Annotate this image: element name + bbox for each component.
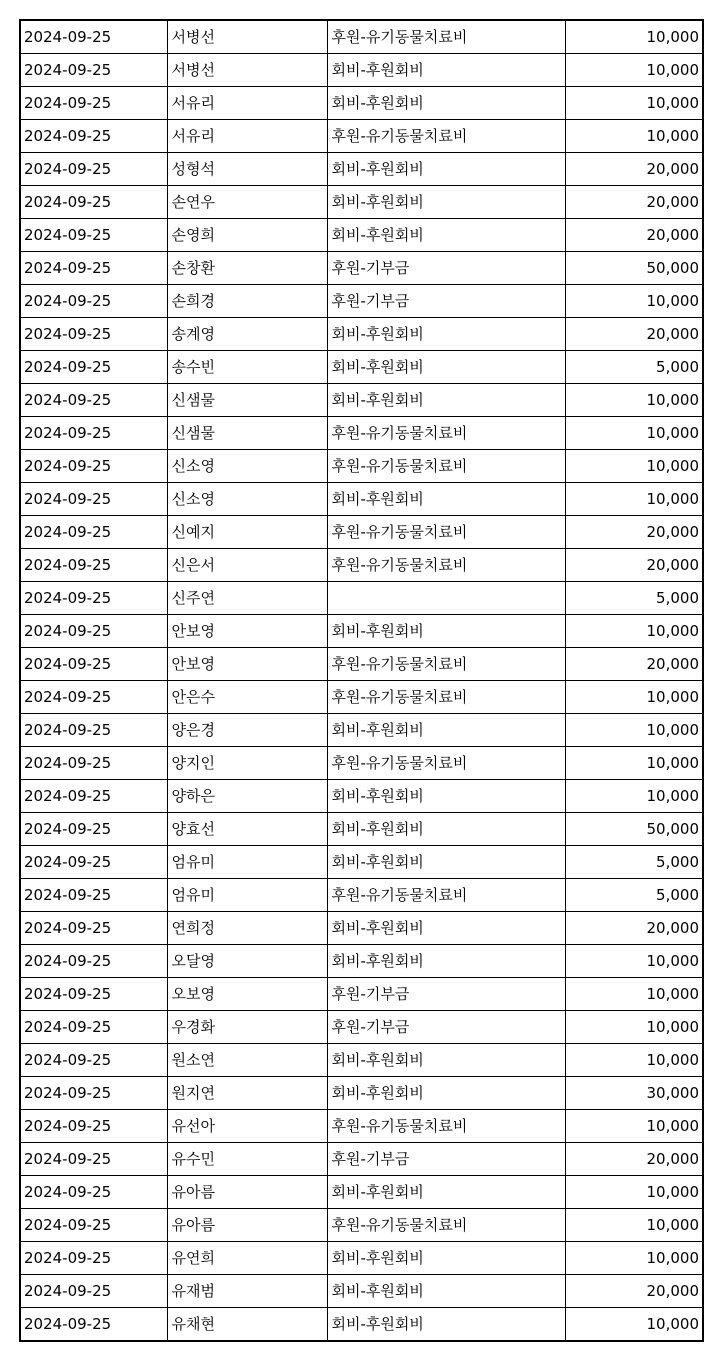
category-cell: 회비-후원회비 xyxy=(327,54,565,87)
date-cell: 2024-09-25 xyxy=(20,945,167,978)
donor-name-cell: 신주연 xyxy=(167,582,327,615)
table-row xyxy=(20,1176,703,1209)
date-cell: 2024-09-25 xyxy=(20,54,167,87)
table-row xyxy=(20,1143,703,1176)
amount-cell: 10,000 xyxy=(565,681,703,714)
category-cell: 후원-유기동물치료비 xyxy=(327,516,565,549)
donor-name-cell: 유선아 xyxy=(167,1110,327,1143)
table-row xyxy=(20,747,703,780)
table-row xyxy=(20,153,703,186)
category-cell: 후원-유기동물치료비 xyxy=(327,120,565,153)
date-cell: 2024-09-25 xyxy=(20,87,167,120)
category-cell: 회비-후원회비 xyxy=(327,153,565,186)
table-row xyxy=(20,813,703,846)
donor-name-cell: 안은수 xyxy=(167,681,327,714)
date-cell: 2024-09-25 xyxy=(20,483,167,516)
amount-cell: 10,000 xyxy=(565,1044,703,1077)
date-cell: 2024-09-25 xyxy=(20,582,167,615)
amount-cell: 50,000 xyxy=(565,813,703,846)
category-cell: 후원-유기동물치료비 xyxy=(327,648,565,681)
date-cell: 2024-09-25 xyxy=(20,1275,167,1308)
amount-cell: 5,000 xyxy=(565,582,703,615)
date-cell: 2024-09-25 xyxy=(20,747,167,780)
table-row xyxy=(20,516,703,549)
table-row xyxy=(20,285,703,318)
table-row xyxy=(20,20,703,54)
category-cell: 회비-후원회비 xyxy=(327,780,565,813)
table-row xyxy=(20,417,703,450)
table-row xyxy=(20,1308,703,1342)
category-cell: 후원-유기동물치료비 xyxy=(327,549,565,582)
donor-name-cell: 신샘물 xyxy=(167,417,327,450)
category-cell: 회비-후원회비 xyxy=(327,318,565,351)
category-cell: 회비-후원회비 xyxy=(327,87,565,120)
donor-name-cell: 오달영 xyxy=(167,945,327,978)
donor-name-cell: 손희경 xyxy=(167,285,327,318)
category-cell: 후원-유기동물치료비 xyxy=(327,417,565,450)
date-cell: 2024-09-25 xyxy=(20,120,167,153)
table-row xyxy=(20,450,703,483)
table-row xyxy=(20,978,703,1011)
donor-name-cell: 신샘물 xyxy=(167,384,327,417)
donor-name-cell: 안보영 xyxy=(167,615,327,648)
date-cell: 2024-09-25 xyxy=(20,1308,167,1342)
date-cell: 2024-09-25 xyxy=(20,879,167,912)
category-cell: 후원-유기동물치료비 xyxy=(327,20,565,54)
category-cell: 회비-후원회비 xyxy=(327,846,565,879)
date-cell: 2024-09-25 xyxy=(20,681,167,714)
donor-name-cell: 서유리 xyxy=(167,87,327,120)
table-row xyxy=(20,1044,703,1077)
category-cell: 후원-유기동물치료비 xyxy=(327,747,565,780)
category-cell: 후원-기부금 xyxy=(327,252,565,285)
category-cell: 회비-후원회비 xyxy=(327,714,565,747)
table-row xyxy=(20,318,703,351)
date-cell: 2024-09-25 xyxy=(20,780,167,813)
table-row xyxy=(20,252,703,285)
table-row xyxy=(20,945,703,978)
amount-cell: 10,000 xyxy=(565,1110,703,1143)
table-row xyxy=(20,219,703,252)
category-cell: 회비-후원회비 xyxy=(327,351,565,384)
table-row xyxy=(20,912,703,945)
table-row xyxy=(20,1209,703,1242)
category-cell: 회비-후원회비 xyxy=(327,483,565,516)
donor-name-cell: 유연희 xyxy=(167,1242,327,1275)
date-cell: 2024-09-25 xyxy=(20,252,167,285)
amount-cell: 10,000 xyxy=(565,1209,703,1242)
amount-cell: 10,000 xyxy=(565,1176,703,1209)
donor-name-cell: 오보영 xyxy=(167,978,327,1011)
amount-cell: 20,000 xyxy=(565,186,703,219)
category-cell: 후원-유기동물치료비 xyxy=(327,879,565,912)
category-cell: 회비-후원회비 xyxy=(327,186,565,219)
amount-cell: 20,000 xyxy=(565,153,703,186)
donor-name-cell: 유아름 xyxy=(167,1176,327,1209)
amount-cell: 20,000 xyxy=(565,318,703,351)
amount-cell: 10,000 xyxy=(565,120,703,153)
table-row xyxy=(20,1110,703,1143)
amount-cell: 20,000 xyxy=(565,549,703,582)
donor-name-cell: 우경화 xyxy=(167,1011,327,1044)
donor-name-cell: 양은경 xyxy=(167,714,327,747)
amount-cell: 10,000 xyxy=(565,1011,703,1044)
category-cell: 회비-후원회비 xyxy=(327,1176,565,1209)
amount-cell: 5,000 xyxy=(565,879,703,912)
amount-cell: 10,000 xyxy=(565,1242,703,1275)
amount-cell: 20,000 xyxy=(565,516,703,549)
donor-name-cell: 연희정 xyxy=(167,912,327,945)
date-cell: 2024-09-25 xyxy=(20,1110,167,1143)
amount-cell: 50,000 xyxy=(565,252,703,285)
amount-cell: 20,000 xyxy=(565,219,703,252)
donor-name-cell: 송계영 xyxy=(167,318,327,351)
date-cell: 2024-09-25 xyxy=(20,549,167,582)
amount-cell: 5,000 xyxy=(565,846,703,879)
date-cell: 2024-09-25 xyxy=(20,1209,167,1242)
amount-cell: 20,000 xyxy=(565,648,703,681)
amount-cell: 10,000 xyxy=(565,54,703,87)
table-row xyxy=(20,615,703,648)
category-cell: 후원-유기동물치료비 xyxy=(327,450,565,483)
category-cell: 후원-유기동물치료비 xyxy=(327,1110,565,1143)
date-cell: 2024-09-25 xyxy=(20,450,167,483)
amount-cell: 20,000 xyxy=(565,1143,703,1176)
category-cell: 회비-후원회비 xyxy=(327,219,565,252)
category-cell: 후원-기부금 xyxy=(327,978,565,1011)
donor-name-cell: 성형석 xyxy=(167,153,327,186)
category-cell: 회비-후원회비 xyxy=(327,384,565,417)
table-row xyxy=(20,1242,703,1275)
amount-cell: 10,000 xyxy=(565,780,703,813)
table-row xyxy=(20,483,703,516)
donor-name-cell: 유채현 xyxy=(167,1308,327,1342)
table-row xyxy=(20,1011,703,1044)
amount-cell: 10,000 xyxy=(565,945,703,978)
donor-name-cell: 엄유미 xyxy=(167,879,327,912)
date-cell: 2024-09-25 xyxy=(20,1176,167,1209)
amount-cell: 10,000 xyxy=(565,450,703,483)
date-cell: 2024-09-25 xyxy=(20,20,167,54)
date-cell: 2024-09-25 xyxy=(20,813,167,846)
table-row xyxy=(20,780,703,813)
amount-cell: 30,000 xyxy=(565,1077,703,1110)
donor-name-cell: 서병선 xyxy=(167,54,327,87)
date-cell: 2024-09-25 xyxy=(20,153,167,186)
donor-name-cell: 신예지 xyxy=(167,516,327,549)
date-cell: 2024-09-25 xyxy=(20,1011,167,1044)
category-cell: 회비-후원회비 xyxy=(327,615,565,648)
amount-cell: 10,000 xyxy=(565,483,703,516)
donor-name-cell: 유재범 xyxy=(167,1275,327,1308)
amount-cell: 10,000 xyxy=(565,285,703,318)
table-row xyxy=(20,351,703,384)
donor-name-cell: 서병선 xyxy=(167,20,327,54)
date-cell: 2024-09-25 xyxy=(20,318,167,351)
category-cell xyxy=(327,582,565,615)
table-row xyxy=(20,582,703,615)
category-cell: 회비-후원회비 xyxy=(327,1242,565,1275)
table-row xyxy=(20,384,703,417)
amount-cell: 5,000 xyxy=(565,351,703,384)
date-cell: 2024-09-25 xyxy=(20,384,167,417)
amount-cell: 10,000 xyxy=(565,417,703,450)
date-cell: 2024-09-25 xyxy=(20,1242,167,1275)
category-cell: 회비-후원회비 xyxy=(327,1308,565,1342)
table-row xyxy=(20,120,703,153)
category-cell: 회비-후원회비 xyxy=(327,813,565,846)
category-cell: 회비-후원회비 xyxy=(327,912,565,945)
amount-cell: 10,000 xyxy=(565,978,703,1011)
date-cell: 2024-09-25 xyxy=(20,1143,167,1176)
date-cell: 2024-09-25 xyxy=(20,615,167,648)
amount-cell: 10,000 xyxy=(565,87,703,120)
donation-ledger-table xyxy=(19,19,704,1342)
table-row xyxy=(20,714,703,747)
date-cell: 2024-09-25 xyxy=(20,1077,167,1110)
donor-name-cell: 원지연 xyxy=(167,1077,327,1110)
donor-name-cell: 안보영 xyxy=(167,648,327,681)
category-cell: 후원-유기동물치료비 xyxy=(327,1209,565,1242)
date-cell: 2024-09-25 xyxy=(20,714,167,747)
date-cell: 2024-09-25 xyxy=(20,978,167,1011)
amount-cell: 10,000 xyxy=(565,20,703,54)
date-cell: 2024-09-25 xyxy=(20,516,167,549)
date-cell: 2024-09-25 xyxy=(20,912,167,945)
amount-cell: 10,000 xyxy=(565,615,703,648)
table-row xyxy=(20,681,703,714)
donor-name-cell: 양효선 xyxy=(167,813,327,846)
donor-name-cell: 양지인 xyxy=(167,747,327,780)
table-row xyxy=(20,1077,703,1110)
table-row xyxy=(20,549,703,582)
amount-cell: 10,000 xyxy=(565,384,703,417)
date-cell: 2024-09-25 xyxy=(20,219,167,252)
date-cell: 2024-09-25 xyxy=(20,846,167,879)
amount-cell: 10,000 xyxy=(565,714,703,747)
category-cell: 회비-후원회비 xyxy=(327,1275,565,1308)
amount-cell: 20,000 xyxy=(565,912,703,945)
donor-name-cell: 신소영 xyxy=(167,450,327,483)
category-cell: 회비-후원회비 xyxy=(327,1077,565,1110)
table-row xyxy=(20,648,703,681)
donor-name-cell: 양하은 xyxy=(167,780,327,813)
category-cell: 후원-유기동물치료비 xyxy=(327,681,565,714)
ledger-body xyxy=(20,20,703,1341)
date-cell: 2024-09-25 xyxy=(20,186,167,219)
donor-name-cell: 신은서 xyxy=(167,549,327,582)
category-cell: 후원-기부금 xyxy=(327,1143,565,1176)
category-cell: 회비-후원회비 xyxy=(327,1044,565,1077)
category-cell: 후원-기부금 xyxy=(327,285,565,318)
donor-name-cell: 손연우 xyxy=(167,186,327,219)
donor-name-cell: 손창환 xyxy=(167,252,327,285)
donor-name-cell: 송수빈 xyxy=(167,351,327,384)
amount-cell: 10,000 xyxy=(565,747,703,780)
table-row xyxy=(20,54,703,87)
table-row xyxy=(20,186,703,219)
donor-name-cell: 서유리 xyxy=(167,120,327,153)
date-cell: 2024-09-25 xyxy=(20,1044,167,1077)
amount-cell: 20,000 xyxy=(565,1275,703,1308)
donor-name-cell: 손영희 xyxy=(167,219,327,252)
category-cell: 후원-기부금 xyxy=(327,1011,565,1044)
donor-name-cell: 신소영 xyxy=(167,483,327,516)
donor-name-cell: 원소연 xyxy=(167,1044,327,1077)
donor-name-cell: 유수민 xyxy=(167,1143,327,1176)
date-cell: 2024-09-25 xyxy=(20,351,167,384)
date-cell: 2024-09-25 xyxy=(20,285,167,318)
category-cell: 회비-후원회비 xyxy=(327,945,565,978)
date-cell: 2024-09-25 xyxy=(20,417,167,450)
donor-name-cell: 엄유미 xyxy=(167,846,327,879)
amount-cell: 10,000 xyxy=(565,1308,703,1342)
table-row xyxy=(20,1275,703,1308)
table-row xyxy=(20,846,703,879)
table-row xyxy=(20,879,703,912)
table-row xyxy=(20,87,703,120)
date-cell: 2024-09-25 xyxy=(20,648,167,681)
donor-name-cell: 유아름 xyxy=(167,1209,327,1242)
